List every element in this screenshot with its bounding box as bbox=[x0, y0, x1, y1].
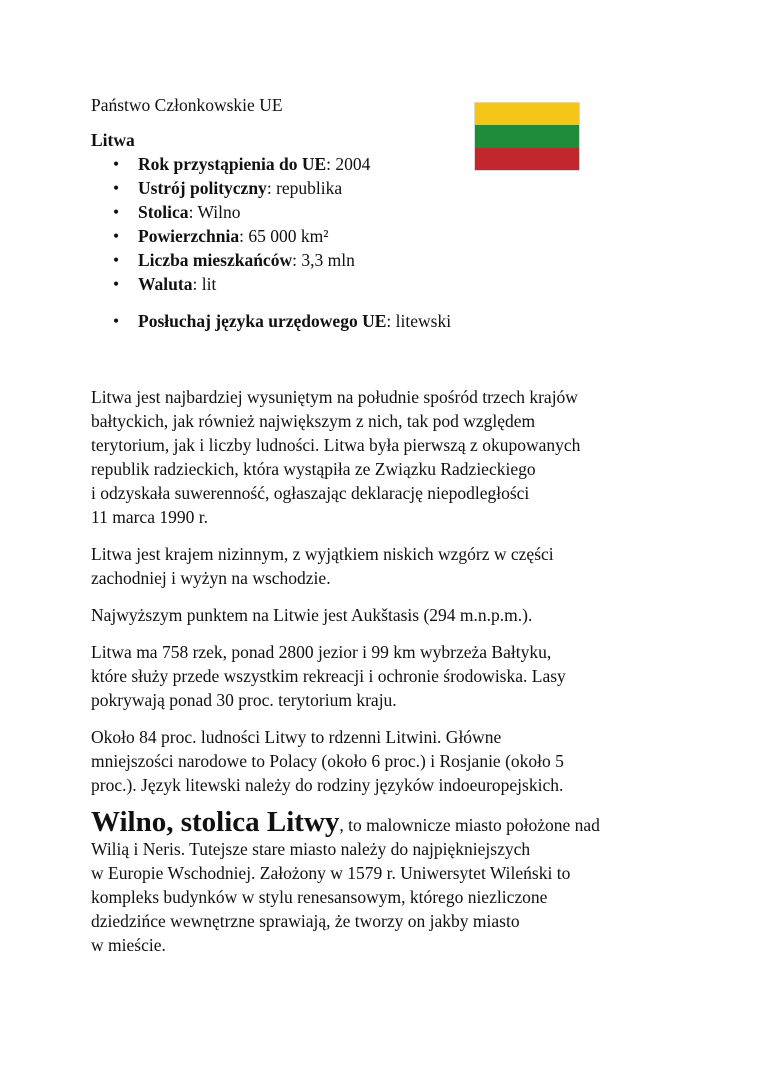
paragraph-population bbox=[91, 725, 691, 797]
fact-value: lit bbox=[201, 274, 217, 294]
fact-item bbox=[91, 272, 691, 296]
text-line: Litwa jest krajem nizinnym, z wyjątkiem niskich wzgórz w części bbox=[91, 544, 554, 564]
fact-item bbox=[91, 200, 691, 224]
fact-value: Wilno bbox=[197, 202, 241, 222]
listen-value: litewski bbox=[395, 311, 452, 331]
facts-list bbox=[91, 152, 691, 296]
text-line: bałtyckich, jak również największym z nich, tak pod względem bbox=[91, 411, 536, 431]
fact-separator: : bbox=[239, 226, 249, 246]
fact-separator: : bbox=[326, 154, 336, 174]
text-line: terytorium, jak i liczby ludności. Litwa była pierwszą z okupowanych bbox=[91, 435, 581, 455]
fact-item bbox=[91, 224, 691, 248]
fact-separator: : bbox=[188, 202, 198, 222]
text-line: w mieście. bbox=[91, 935, 166, 955]
fact-label: Rok przystąpienia do UE bbox=[138, 154, 327, 174]
paragraph-capital bbox=[91, 806, 691, 957]
listen-item[interactable] bbox=[91, 309, 691, 333]
text-line: 11 marca 1990 r. bbox=[91, 507, 208, 527]
text-line: pokrywają ponad 30 proc. terytorium kraju. bbox=[91, 690, 397, 710]
text-line: Wilią i Neris. Tutejsze stare miasto należy do najpiękniejszych bbox=[91, 839, 531, 859]
listen-separator: : bbox=[386, 311, 396, 331]
country-name: Litwa bbox=[91, 130, 135, 150]
text-line: Litwa jest najbardziej wysuniętym na południe spośród trzech krajów bbox=[91, 387, 578, 407]
capital-title: Wilno, stolica Litwy bbox=[91, 806, 340, 838]
fact-label: Ustrój polityczny bbox=[138, 178, 267, 198]
fact-item bbox=[91, 176, 691, 200]
text-line: Około 84 proc. ludności Litwy to rdzenni Litwini. Główne bbox=[91, 727, 502, 747]
text-line: Najwyższym punktem na Litwie jest Aukštasis (294 m.n.p.m.). bbox=[91, 605, 533, 625]
fact-value: 65 000 km² bbox=[248, 226, 329, 246]
text-line: dziedzińce wewnętrzne sprawiają, że tworzy on jakby miasto bbox=[91, 911, 520, 931]
fact-separator: : bbox=[266, 178, 277, 198]
fact-value: 2004 bbox=[335, 154, 371, 174]
fact-separator: : bbox=[292, 250, 302, 270]
text-line: mniejszości narodowe to Polacy (około 6 proc.) i Rosjanie (około 5 bbox=[91, 751, 564, 771]
listen-list bbox=[91, 309, 691, 333]
paragraph-highest-point bbox=[91, 603, 691, 627]
document-page bbox=[91, 93, 691, 970]
header-line: Państwo Członkowskie UE bbox=[91, 95, 283, 115]
fact-label: Powierzchnia bbox=[138, 226, 240, 246]
text-line: zachodniej i wyżyn na wschodzie. bbox=[91, 568, 331, 588]
listen-label[interactable]: Posłuchaj języka urzędowego UE bbox=[138, 311, 387, 331]
paragraph-rivers bbox=[91, 640, 691, 712]
fact-label: Waluta bbox=[138, 274, 193, 294]
paragraph-intro bbox=[91, 385, 691, 529]
fact-value: republika bbox=[276, 178, 343, 198]
fact-item bbox=[91, 248, 691, 272]
fact-item bbox=[91, 152, 691, 176]
text-line: proc.). Język litewski należy do rodziny języków indoeuropejskich. bbox=[91, 775, 564, 795]
fact-label: Liczba mieszkańców bbox=[138, 250, 293, 270]
text-line: kompleks budynków w stylu renesansowym, którego niezliczone bbox=[91, 887, 548, 907]
fact-label: Stolica bbox=[138, 202, 189, 222]
text-line: które służy przede wszystkim rekreacji i ochronie środowiska. Lasy bbox=[91, 666, 566, 686]
text-line: w Europie Wschodniej. Założony w 1579 r. Uniwersytet Wileński to bbox=[91, 863, 571, 883]
text-line: , to malownicze miasto położone nad bbox=[339, 815, 600, 835]
fact-value: 3,3 mln bbox=[301, 250, 355, 270]
fact-separator: : bbox=[192, 274, 202, 294]
text-line: i odzyskała suwerenność, ogłaszając deklarację niepodległości bbox=[91, 483, 530, 503]
paragraph-terrain bbox=[91, 542, 691, 590]
text-line: Litwa ma 758 rzek, ponad 2800 jezior i 99 km wybrzeża Bałtyku, bbox=[91, 642, 552, 662]
text-line: republik radzieckich, która wystąpiła ze Związku Radzieckiego bbox=[91, 459, 536, 479]
